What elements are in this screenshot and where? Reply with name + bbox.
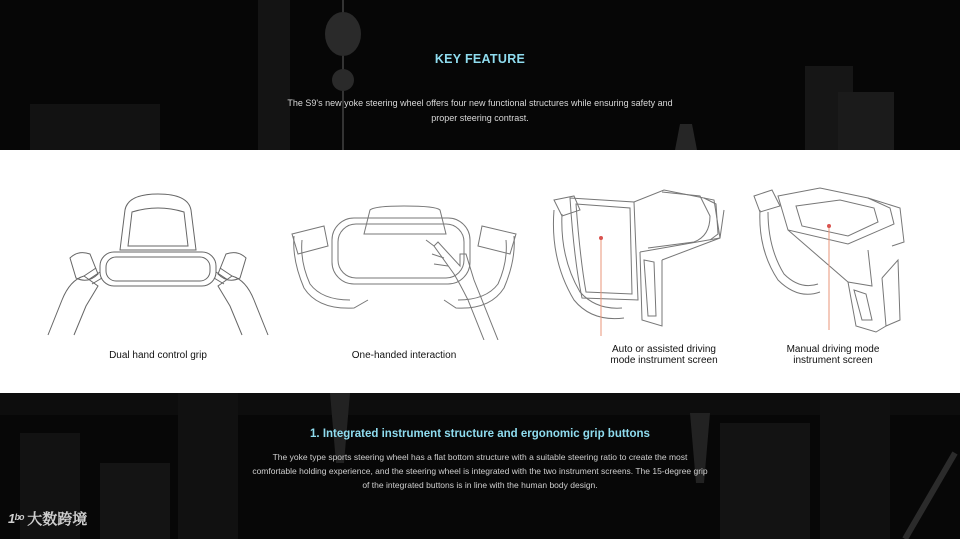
- section-intro: The S9's new yoke steering wheel offers four new functional structures while ensuring safety and proper steering contrast.: [287, 98, 673, 123]
- detail-title: 1. Integrated instrument structure and ergonomic grip buttons: [310, 428, 650, 440]
- watermark-text: 大数跨境: [27, 511, 88, 528]
- watermark-logo-icon: 1ᵇᵒ: [8, 511, 24, 526]
- pointer-line: [748, 150, 918, 340]
- feature-label-line1: Manual driving mode: [786, 344, 880, 355]
- header-band: [0, 0, 960, 150]
- feature-label: Dual hand control grip: [109, 350, 207, 361]
- feature-label-line2: mode instrument screen: [610, 355, 718, 366]
- feature-dual-hand: [40, 150, 276, 393]
- watermark: [8, 508, 87, 529]
- feature-manual-screen: [748, 150, 918, 393]
- detail-body: The yoke type sports steering wheel has a flat bottom structure with a suitable steering ratio to create the most comfortable holding experience, and the steering wheel is integrated with the two instrument screens. The 15-degree grip of the integrated buttons is in line with the human body design.: [252, 452, 708, 490]
- section-title: KEY FEATURE: [434, 52, 526, 66]
- feature-one-hand: [284, 150, 524, 393]
- feature-label-line2: instrument screen: [793, 355, 873, 366]
- yoke-one-hand-sketch-icon: [284, 150, 524, 340]
- feature-label: One-handed interaction: [351, 350, 457, 361]
- feature-strip: [0, 150, 960, 393]
- yoke-two-hands-sketch-icon: [40, 150, 276, 340]
- feature-label-line1: Auto or assisted driving: [612, 344, 716, 355]
- dark-3d-background: [0, 0, 960, 150]
